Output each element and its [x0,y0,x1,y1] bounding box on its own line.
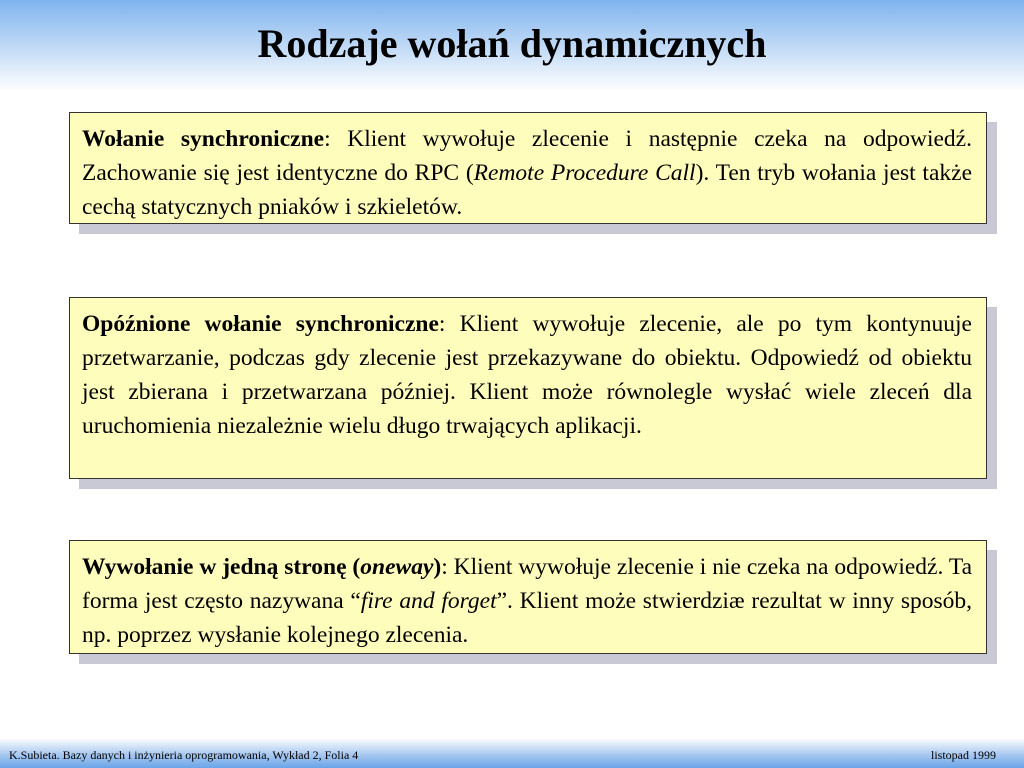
box3-text1: : Klient wywołuje zlecenie i nie czeka na odpowiedź. Ta forma jest często nazywana “ [82,554,972,614]
box3-term-italic: oneway [360,554,434,580]
slide-title: Rodzaje wołań dynamicznych [257,21,767,66]
synchronous-call-box [69,112,987,224]
box3-italic: fire and forget [360,588,497,614]
footer-date: listopad 1999 [931,748,996,762]
box1-term: Wołanie synchroniczne [82,126,325,152]
footer-citation: K.Subieta. Bazy danych i inżynieria oprogramowania, Wykład 2, Folia 4 [9,748,359,762]
oneway-call-box [69,540,987,654]
box3-text2: ”. Klient może stwierdziæ rezultat w inny sposób, np. poprzez wysłanie kolejnego zlecenia. [82,588,972,648]
box3-term-suffix: ) [433,554,442,580]
box1-italic: Remote Procedure Call [473,160,696,186]
deferred-synchronous-call-box [69,297,987,479]
box1-text2: ). Ten tryb wołania jest także cechą statycznych pniaków i szkieletów. [82,160,973,220]
box2-term: Opóźnione wołanie synchroniczne [82,311,439,337]
box1-text1: : Klient wywołuje zlecenie i następnie czeka na odpowiedź. Zachowanie się jest identyczne do RPC ( [82,126,972,186]
box3-term-prefix: Wywołanie w jedną stronę ( [82,554,361,580]
box2-text1: : Klient wywołuje zlecenie, ale po tym kontynuuje przetwarzanie, podczas gdy zlecenie jest przekazywane do obiektu. Odpowiedź od obiektu jest zbierana i przetwarzana później. Klient może równolegle wysłać wiele zleceń dla uruchomienia niezależnie wielu długo trwających aplikacji. [82,311,972,439]
